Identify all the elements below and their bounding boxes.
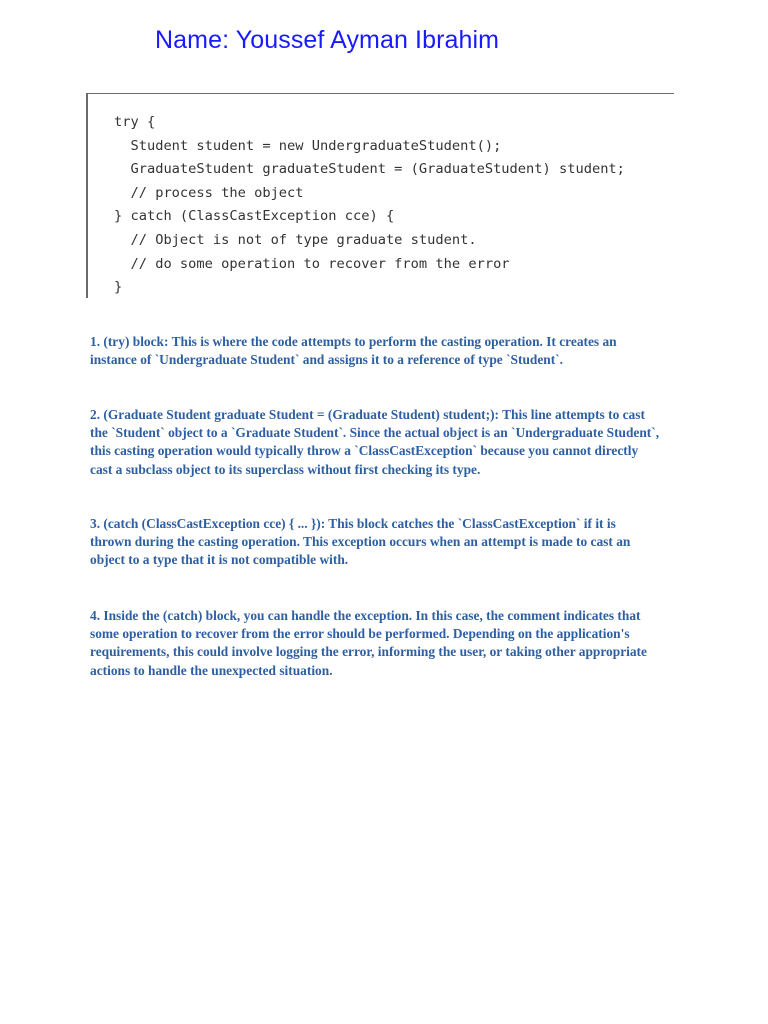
explanation-line: actions to handle the unexpected situation. <box>90 662 333 678</box>
code-line: Student student = new UndergraduateStudent(); <box>114 137 502 154</box>
explanation-try-block <box>90 333 617 369</box>
code-line: } <box>114 279 123 296</box>
explanation-line: 3. (catch (ClassCastException cce) { ... }): This block catches the `ClassCastException` if it is <box>90 516 616 531</box>
explanation-line: thrown during the casting operation. This exception occurs when an attempt is made to cast an <box>90 534 631 550</box>
explanation-line: 4. Inside the (catch) block, you can handle the exception. In this case, the comment indicates that <box>90 608 641 623</box>
code-line: } catch (ClassCastException cce) { <box>114 208 395 225</box>
explanation-cast-line <box>90 406 659 479</box>
explanation-line: this casting operation would typically throw a `ClassCastException` because you cannot directly <box>90 443 639 459</box>
explanation-line: object to a type that it is not compatible with. <box>90 552 349 568</box>
explanation-line: 2. (Graduate Student graduate Student = (Graduate Student) student;): This line attempts to cast <box>90 407 645 422</box>
student-name-heading: Name: Youssef Ayman Ibrahim <box>155 26 500 54</box>
code-snippet <box>114 111 625 300</box>
code-line: GraduateStudent graduateStudent = (GraduateStudent) student; <box>114 161 625 178</box>
explanation-catch-block <box>90 515 630 570</box>
explanation-line: requirements, this could involve logging the error, informing the user, or taking other appropriate <box>90 644 647 660</box>
explanation-line: some operation to recover from the error should be performed. Depending on the application's <box>90 626 630 642</box>
explanation-line: cast a subclass object to its superclass without first checking its type. <box>90 461 481 477</box>
explanation-handle-exception <box>90 607 647 680</box>
code-line: // process the object <box>114 184 304 201</box>
explanation-line: instance of `Undergraduate Student` and assigns it to a reference of type `Student`. <box>90 352 563 368</box>
explanation-line: 1. (try) block: This is where the code attempts to perform the casting operation. It creates an <box>90 334 617 349</box>
code-line: // do some operation to recover from the error <box>114 255 510 272</box>
code-line: // Object is not of type graduate student. <box>114 231 477 248</box>
code-line: try { <box>114 114 156 130</box>
explanation-line: the `Student` object to a `Graduate Student`. Since the actual object is an `Undergraduate Student`, <box>90 425 660 441</box>
